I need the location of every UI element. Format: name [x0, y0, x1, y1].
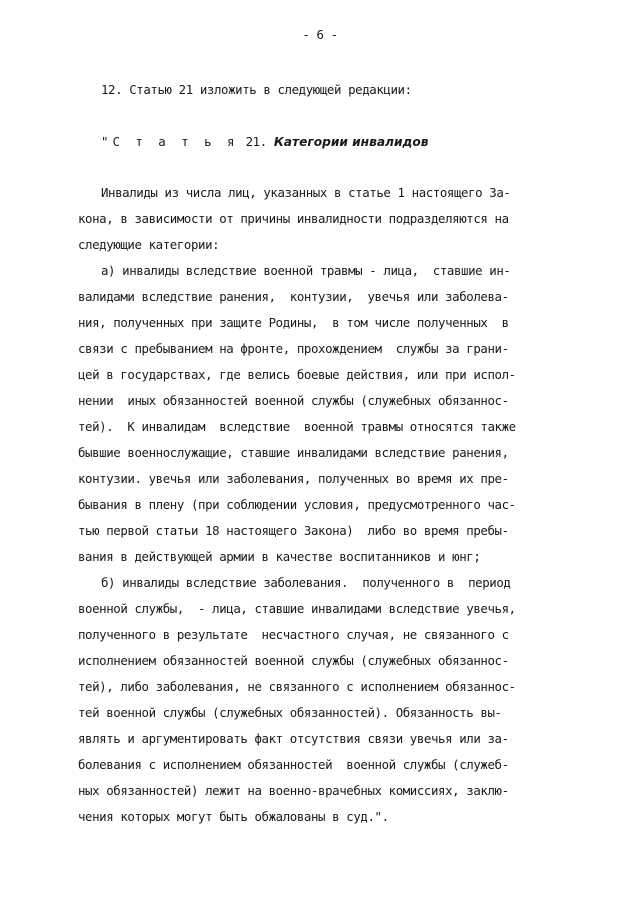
- page-number: - 6 -: [302, 27, 338, 42]
- body-line: контузии. увечья или заболевания, полученных во время их пре-: [78, 471, 509, 486]
- article-title: Категории инвалидов: [273, 135, 429, 149]
- body-line: вания в действующей армии в качестве воспитанников и юнг;: [78, 549, 481, 564]
- body-line: валидами вследствие ранения, контузии, увечья или заболева-: [78, 289, 509, 304]
- body-line: тей). К инвалидам вследствие военной травмы относятся также: [78, 419, 516, 434]
- body-line: тью первой статьи 18 настоящего Закона) либо во время пребы-: [78, 523, 509, 538]
- body-line: ния, полученных при защите Родины, в том числе полученных в: [78, 315, 509, 330]
- body-line: связи с пребыванием на фронте, прохождением службы за грани-: [78, 341, 509, 356]
- article-heading: [101, 134, 428, 149]
- body-line: военной службы, - лица, ставшие инвалидами вследствие увечья,: [78, 601, 516, 616]
- body-line: тей военной службы (служебных обязанностей). Обязанность вы-: [78, 705, 502, 720]
- body-line: нении иных обязанностей военной службы (служебных обязаннос-: [78, 393, 509, 408]
- body-line: бывания в плену (при соблюдении условия, предусмотренного час-: [78, 497, 516, 512]
- body-line: являть и аргументировать факт отсутствия связи увечья или за-: [78, 731, 509, 746]
- body-line: следующие категории:: [78, 237, 220, 252]
- body-line: чения которых могут быть обжалованы в суд.".: [78, 809, 389, 824]
- body-line: б) инвалиды вследствие заболевания. полученного в период: [101, 575, 511, 590]
- article-word: "С т а т ь я: [101, 134, 239, 149]
- article-number: 21.: [245, 134, 267, 149]
- body-line: полученного в результате несчастного случая, не связанного с: [78, 627, 509, 642]
- body-line: исполнением обязанностей военной службы (служебных обязаннос-: [78, 653, 509, 668]
- body-line: ных обязанностей) лежит на военно-врачебных комиссиях, заклю-: [78, 783, 509, 798]
- body-line: а) инвалиды вследствие военной травмы - лица, ставшие ин-: [101, 263, 511, 278]
- amendment-intro: 12. Статью 21 изложить в следующей редакции:: [101, 82, 412, 97]
- body-line: Инвалиды из числа лиц, указанных в статье 1 настоящего За-: [101, 185, 511, 200]
- body-line: болевания с исполнением обязанностей военной службы (служеб-: [78, 757, 509, 772]
- body-line: тей), либо заболевания, не связанного с исполнением обязаннос-: [78, 679, 516, 694]
- body-line: цей в государствах, где велись боевые действия, или при испол-: [78, 367, 516, 382]
- body-line: кона, в зависимости от причины инвалидности подразделяются на: [78, 211, 509, 226]
- body-line: бывшие военнослужащие, ставшие инвалидами вследствие ранения,: [78, 445, 509, 460]
